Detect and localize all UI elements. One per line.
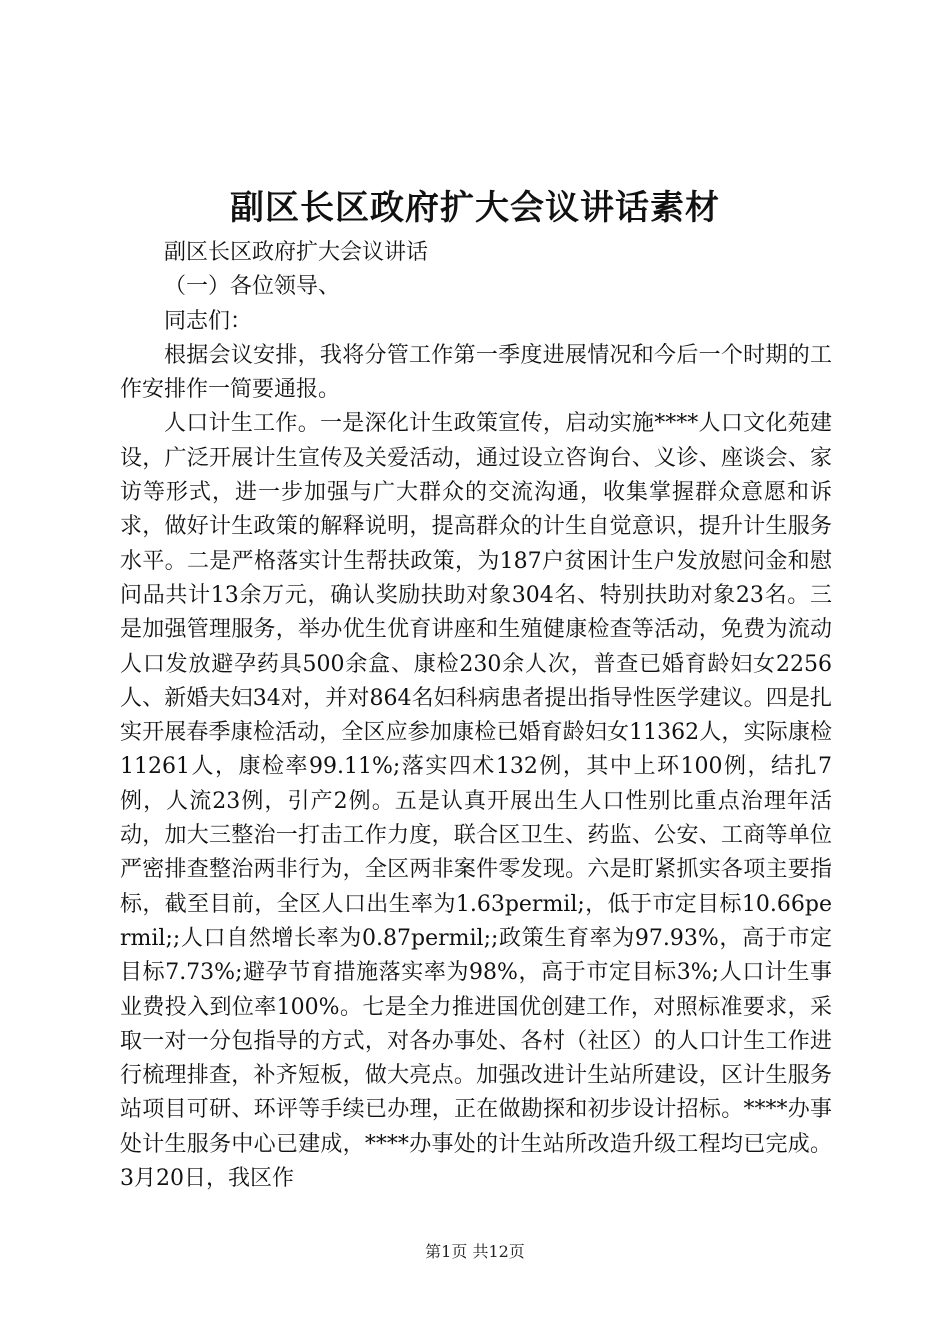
- document-title: 副区长区政府扩大会议讲话素材: [230, 188, 720, 228]
- paragraph-subtitle: 副区长区政府扩大会议讲话: [164, 240, 429, 265]
- paragraph-intro: 根据会议安排，我将分管工作第一季度进展情况和今后一个时期的工作安排作一简要通报。: [120, 342, 832, 403]
- paragraph-population-work: 人口计生工作。一是深化计生政策宣传，启动实施****人口文化苑建设，广泛开展计生宣传及关爱活动，通过设立咨询台、义诊、座谈会、家访等形式，进一步加强与广大群众的交流沟通，收集掌握群众意愿和诉求，做好计生政策的解释说明，提高群众的计生自觉意识，提升计生服务水平。二是严格落实计生帮扶政策，为187户贫困计生户发放慰问金和慰问品共计13余万元，确认奖励扶助对象304名、特别扶助对象23名。三是加强管理服务，举办优生优育讲座和生殖健康检查等活动，免费为流动人口发放避孕药具500余盒、康检230余人次，普查已婚育龄妇女2256人、新婚夫妇34对，并对864名妇科病患者提出指导性医学建议。四是扎实开展春季康检活动，全区应参加康检已婚育龄妇女11362人，实际康检11261人，康检率99.11%;落实四术132例，其中上环100例，结扎7例，人流23例，引产2例。五是认真开展出生人口性别比重点治理年活动，加大三整治一打击工作力度，联合区卫生、药监、公安、工商等单位严密排查整治两非行为，全区两非案件零发现。六是盯紧抓实各项主要指标，截至目前，全区人口出生率为1.63permil;，低于市定目标10.66permil;;人口自然增长率为0.87permil;;政策生育率为97.93%，高于市定目标7.73%;避孕节育措施落实率为98%，高于市定目标3%;人口计生事业费投入到位率100%。七是全力推进国优创建工作，对照标准要求，采取一对一分包指导的方式，对各办事处、各村（社区）的人口计生工作进行梳理排查，补齐短板，做大亮点。加强改进计生站所建设，区计生服务站项目可研、环评等手续已办理，正在做勘探和初步设计招标。****办事处计生服务中心已建成，****办事处的计生站所改造升级工程均已完成。3月20日，我区作: [120, 411, 832, 1192]
- page-footer: 第1页 共12页: [425, 1242, 525, 1261]
- paragraph-greeting-leaders: （一）各位领导、: [164, 274, 341, 300]
- document-body: [120, 236, 832, 1196]
- paragraph-greeting-comrades: 同志们：: [164, 308, 253, 334]
